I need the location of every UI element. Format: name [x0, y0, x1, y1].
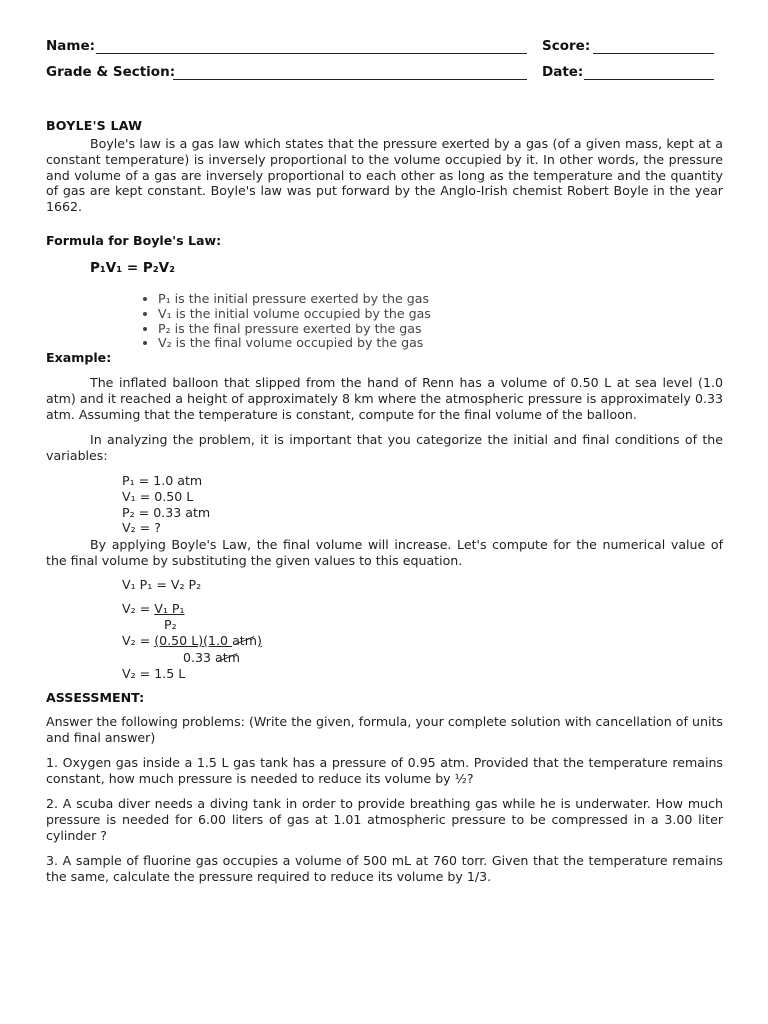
step-rearranged: [122, 601, 185, 617]
problem-item: 1. Oxygen gas inside a 1.5 L gas tank has a pressure of 0.95 atm. Provided that the temperature remains constant, how much pressure is needed to reduce its volume by ½?: [46, 755, 723, 786]
intro-paragraph: Boyle's law is a gas law which states that the pressure exerted by a gas (of a given mass, kept at a constant temperature) is inversely proportional to the volume occupied by it. In other words, the pressure and volume of a gas are inversely proportional to each other as long as the temperature and the quantity of gas are kept constant. Boyle's law was put forward by the Anglo-Irish chemist Robert Boyle in the year 1662.: [46, 136, 723, 215]
date-field[interactable]: [584, 79, 714, 80]
step-equation: V₁ P₁ = V₂ P₂: [122, 577, 202, 592]
assessment-heading: ASSESSMENT:: [46, 690, 145, 705]
step-substituted: [122, 633, 262, 649]
cancelled-unit: atm: [215, 650, 240, 665]
list-item: • V₁ is the initial volume occupied by the gas: [158, 307, 431, 322]
step-lhs: V₂ =: [122, 601, 155, 616]
name-score-row: [46, 39, 723, 57]
given-p2: P₂ = 0.33 atm: [122, 504, 211, 520]
boyles-formula: P₁V₁ = P₂V₂: [90, 260, 176, 276]
step-denominator: 0.33 atm: [183, 650, 240, 665]
given-values: [122, 473, 210, 536]
assessment-instructions: Answer the following problems: (Write the given, formula, your complete solution with cancellation of units and final answer): [46, 714, 723, 745]
given-p1: P₁ = 1.0 atm: [122, 473, 203, 488]
step-lhs: V₂ =: [122, 633, 155, 648]
step-numerator: V₁ P₁: [154, 601, 185, 616]
step-denominator: P₂: [164, 617, 177, 632]
cancelled-unit: atm: [232, 633, 258, 648]
grade-section-label: Grade & Section:: [46, 64, 176, 80]
example-heading: Example:: [46, 350, 112, 365]
final-answer: V₂ = 1.5 L: [122, 666, 186, 681]
analysis-paragraph: In analyzing the problem, it is important that you categorize the initial and final conditions of the variables:: [46, 432, 723, 463]
grade-section-field[interactable]: [173, 79, 527, 80]
list-item: • P₂ is the final pressure exerted by the gas: [158, 322, 431, 337]
score-field[interactable]: [593, 53, 714, 54]
variable-list: [134, 292, 431, 351]
problem-item: 2. A scuba diver needs a diving tank in order to provide breathing gas while he is underwater. How much pressure is needed for 6.00 liters of gas at 1.01 atmospheric pressure to be compressed in a 3.00 liter cylinder ?: [46, 796, 723, 843]
given-v1: V₁ = 0.50 L: [122, 488, 194, 504]
name-field[interactable]: [96, 53, 527, 54]
step-numerator: (0.50 L)(1.0 atm ): [154, 633, 262, 648]
problem-item: 3. A sample of fluorine gas occupies a volume of 500 mL at 760 torr. Given that the temperature remains the same, calculate the pressure required to reduce its volume by 1/3.: [46, 853, 723, 884]
grade-date-row: [46, 65, 723, 83]
name-label: Name:: [46, 38, 96, 54]
list-item: • V₂ is the final volume occupied by the gas: [158, 336, 431, 351]
formula-heading: Formula for Boyle's Law:: [46, 233, 222, 248]
score-label: Score:: [542, 38, 591, 54]
list-item: • P₁ is the initial pressure exerted by the gas: [158, 292, 431, 307]
given-v2: V₂ = ?: [122, 520, 161, 536]
example-problem: The inflated balloon that slipped from the hand of Renn has a volume of 0.50 L at sea level (1.0 atm) and it reached a height of approximately 8 km where the atmospheric pressure is approximately 0.33 atm. Assuming that the temperature is constant, compute for the final volume of the balloon.: [46, 375, 723, 422]
applying-paragraph: By applying Boyle's Law, the final volume will increase. Let's compute for the numerical value of the final volume by substituting the given values to this equation.: [46, 537, 723, 568]
date-label: Date:: [542, 64, 584, 80]
section-title: BOYLE'S LAW: [46, 118, 143, 133]
